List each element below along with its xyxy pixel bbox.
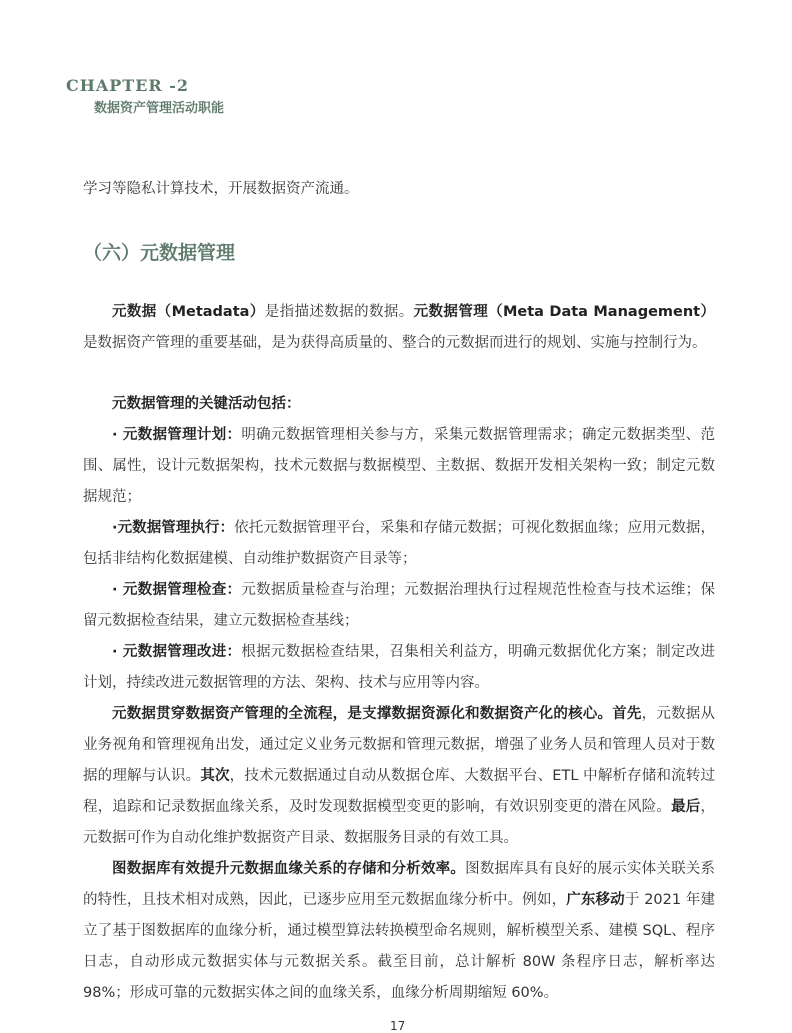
term-metadata-management: 元数据管理（Meta Data Management） xyxy=(413,304,716,320)
core-text: ，元数据从业务视角和管理视角出发，通过定义业务元数据和管理元数据，增强了业务人员和管理人员对于数据的理解与认识。 xyxy=(83,706,716,784)
activity-label: ·元数据管理执行： xyxy=(112,520,235,536)
activity-item xyxy=(83,513,715,575)
core-bold-3: 最后 xyxy=(671,799,701,815)
chapter-label: CHAPTER -2 xyxy=(66,76,190,95)
activity-text: 依托元数据管理平台，采集和存储元数据；可视化数据血缘；应用元数据，包括非结构化数据建模、自动维护数据资产目录等； xyxy=(83,520,715,567)
definition-text: 是指描述数据的数据。 xyxy=(264,304,414,320)
core-paragraph xyxy=(83,699,715,854)
activity-label: · 元数据管理计划： xyxy=(112,427,242,443)
intro-line: 学习等隐私计算技术，开展数据资产流通。 xyxy=(83,181,359,197)
section-title: （六）元数据管理 xyxy=(83,242,236,264)
intro-text xyxy=(83,174,715,205)
activity-text: 元数据质量检查与治理；元数据治理执行过程规范性检查与技术运维；保留元数据检查结果，建立元数据检查基线； xyxy=(83,582,715,629)
graph-paragraph xyxy=(83,854,715,1009)
activity-text: 明确元数据管理相关参与方，采集元数据管理需求；确定元数据类型、范围、属性，设计元数据架构，技术元数据与数据模型、主数据、数据开发相关架构一致；制定元数据规范； xyxy=(83,427,715,505)
core-text-2: ，技术元数据通过自动从数据仓库、大数据平台、ETL 中解析存储和流转过程，追踪和记录数据血缘关系，及时发现数据模型变更的影响，有效识别变更的潜在风险。 xyxy=(83,768,716,815)
graph-bold: 图数据库有效提升元数据血缘关系的存储和分析效率。 xyxy=(112,861,466,877)
activity-item xyxy=(83,575,715,637)
term-metadata: 元数据（Metadata） xyxy=(112,304,265,320)
activity-text: 根据元数据检查结果，召集相关利益方，明确元数据优化方案；制定改进计划，持续改进元数据管理的方法、架构、技术与应用等内容。 xyxy=(83,644,715,691)
activity-item xyxy=(83,637,715,699)
core-text-3: ，元数据可作为自动化维护数据资产目录、数据服务目录的有效工具。 xyxy=(83,799,715,846)
graph-bold-2: 广东移动 xyxy=(566,892,625,908)
chapter-subtitle: 数据资产管理活动职能 xyxy=(94,101,225,116)
definition-paragraph xyxy=(83,297,715,359)
core-bold-2: 其次 xyxy=(200,768,230,784)
definition-text-2: 是数据资产管理的重要基础，是为获得高质量的、整合的元数据而进行的规划、实施与控制行为。 xyxy=(83,335,707,351)
activity-label: · 元数据管理改进： xyxy=(112,644,242,660)
key-activities-heading: 元数据管理的关键活动包括： xyxy=(112,396,301,412)
core-bold: 元数据贯穿数据资产管理的全流程，是支撑数据资源化和数据资产化的核心。首先 xyxy=(112,706,642,722)
key-activities xyxy=(83,389,715,1009)
activity-item xyxy=(83,420,715,513)
activity-label: · 元数据管理检查： xyxy=(112,582,242,598)
graph-text-2: 于 2021 年建立了基于图数据库的血缘分析，通过模型算法转换模型命名规则，解析模型关系、建模 SQL、程序日志，自动形成元数据实体与元数据关系。截至目前，总计解析 80W 条程序日志，解析率达 98%；形成可靠的元数据实体之间的血缘关系，血缘分析周期缩短 60%。 xyxy=(83,892,716,1001)
graph-text: 图数据库具有良好的展示实体关联关系的特性，且技术相对成熟，因此，已逐步应用至元数据血缘分析中。例如， xyxy=(83,861,716,908)
page-number: 17 xyxy=(390,1019,406,1033)
